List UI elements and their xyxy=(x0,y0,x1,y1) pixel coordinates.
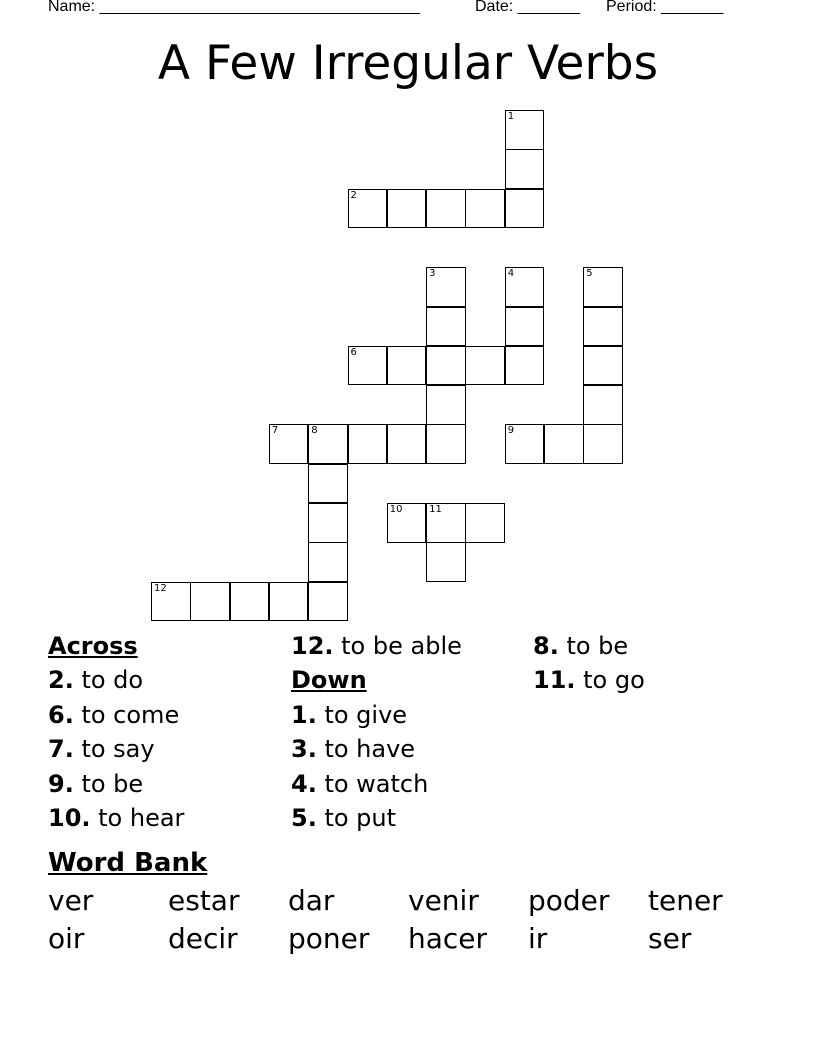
crossword-cell[interactable] xyxy=(544,424,584,464)
crossword-cell[interactable] xyxy=(583,307,623,347)
clues-column-1 xyxy=(48,629,184,835)
word-bank-title: Word Bank xyxy=(48,848,208,878)
crossword-cell[interactable] xyxy=(505,110,545,150)
crossword-cell[interactable] xyxy=(505,149,545,189)
clue-down-3: 3. to have xyxy=(291,735,416,764)
clue-number: 2 xyxy=(350,189,357,201)
crossword-cell[interactable] xyxy=(426,346,466,386)
crossword-cell[interactable] xyxy=(426,503,466,543)
crossword-cell[interactable] xyxy=(387,503,427,543)
crossword-cell[interactable] xyxy=(308,582,348,622)
crossword-cell[interactable] xyxy=(348,189,388,229)
crossword-cell[interactable] xyxy=(426,542,466,582)
down-heading: Down xyxy=(291,666,367,695)
clues-column-3 xyxy=(533,629,645,698)
crossword-cell[interactable] xyxy=(465,503,505,543)
period-field-label: Period: _______ xyxy=(606,0,724,15)
word-bank-item: tener xyxy=(648,884,723,917)
crossword-cell[interactable] xyxy=(387,346,427,386)
clue-number: 12 xyxy=(154,582,167,594)
crossword-cell[interactable] xyxy=(426,307,466,347)
crossword-cell[interactable] xyxy=(190,582,230,622)
crossword-cell[interactable] xyxy=(348,424,388,464)
crossword-cell[interactable] xyxy=(505,424,545,464)
crossword-cell[interactable] xyxy=(308,542,348,582)
crossword-cell[interactable] xyxy=(308,503,348,543)
crossword-cell[interactable] xyxy=(583,346,623,386)
clue-number: 6 xyxy=(350,346,357,358)
word-bank-item: estar xyxy=(168,884,240,917)
clue-number: 5 xyxy=(586,268,593,280)
crossword-cell[interactable] xyxy=(505,307,545,347)
crossword-cell[interactable] xyxy=(308,424,348,464)
crossword-cell[interactable] xyxy=(308,464,348,504)
page-title: A Few Irregular Verbs xyxy=(157,36,659,91)
word-bank-item: decir xyxy=(168,922,238,955)
crossword-cell[interactable] xyxy=(426,424,466,464)
crossword-cell[interactable] xyxy=(465,346,505,386)
crossword-cell[interactable] xyxy=(151,582,191,622)
clue-across-7: 7. to say xyxy=(48,735,155,764)
name-field-label: Name: ____________________________________ xyxy=(48,0,420,15)
word-bank-item: ver xyxy=(48,884,94,917)
clue-down-8: 8. to be xyxy=(533,632,629,660)
word-bank-item: venir xyxy=(408,884,479,917)
word-bank-item: poner xyxy=(288,922,370,955)
crossword-cell[interactable] xyxy=(426,189,466,229)
word-bank-item: ser xyxy=(648,922,692,955)
clue-down-5: 5. to put xyxy=(291,803,397,832)
clues-column-2 xyxy=(291,629,462,835)
clue-number: 4 xyxy=(507,268,515,280)
crossword-cell[interactable] xyxy=(269,424,309,464)
clue-across-10: 10. to hear xyxy=(48,803,185,832)
clue-down-4: 4. to watch xyxy=(291,769,429,798)
clue-down-1: 1. to give xyxy=(291,700,408,729)
crossword-cell[interactable] xyxy=(230,582,270,622)
crossword-cell[interactable] xyxy=(583,267,623,307)
clue-number: 11 xyxy=(429,504,442,515)
date-field-label: Date: _______ xyxy=(475,0,580,15)
across-heading: Across xyxy=(48,632,138,660)
clue-number: 3 xyxy=(429,268,436,280)
crossword-cell[interactable] xyxy=(387,424,427,464)
crossword-cell[interactable] xyxy=(505,189,545,229)
clue-down-11: 11. to go xyxy=(533,666,645,695)
word-bank-item: ir xyxy=(528,922,548,955)
clue-across-2: 2. to do xyxy=(48,666,144,695)
clue-number: 7 xyxy=(271,425,279,437)
clue-number: 10 xyxy=(389,504,403,515)
word-bank-item: hacer xyxy=(408,922,488,955)
clue-across-6: 6. to come xyxy=(48,700,180,729)
clue-number: 9 xyxy=(507,425,515,437)
crossword-cell[interactable] xyxy=(269,582,309,622)
crossword-cell[interactable] xyxy=(583,424,623,464)
crossword-cell[interactable] xyxy=(465,189,505,229)
crossword-cell[interactable] xyxy=(348,346,388,386)
clue-across-9: 9. to be xyxy=(48,769,144,798)
clue-number: 8 xyxy=(311,425,318,437)
word-bank-item: oir xyxy=(48,922,85,955)
crossword-cell[interactable] xyxy=(583,385,623,425)
word-bank-item: dar xyxy=(288,884,335,917)
crossword-cell[interactable] xyxy=(426,267,466,307)
crossword-cell[interactable] xyxy=(505,346,545,386)
crossword-cell[interactable] xyxy=(505,267,545,307)
word-bank-item: poder xyxy=(528,884,610,917)
crossword-cell[interactable] xyxy=(426,385,466,425)
clue-number: 1 xyxy=(507,111,515,122)
crossword-cell[interactable] xyxy=(387,189,427,229)
clue-across-12: 12. to be able xyxy=(291,632,462,660)
